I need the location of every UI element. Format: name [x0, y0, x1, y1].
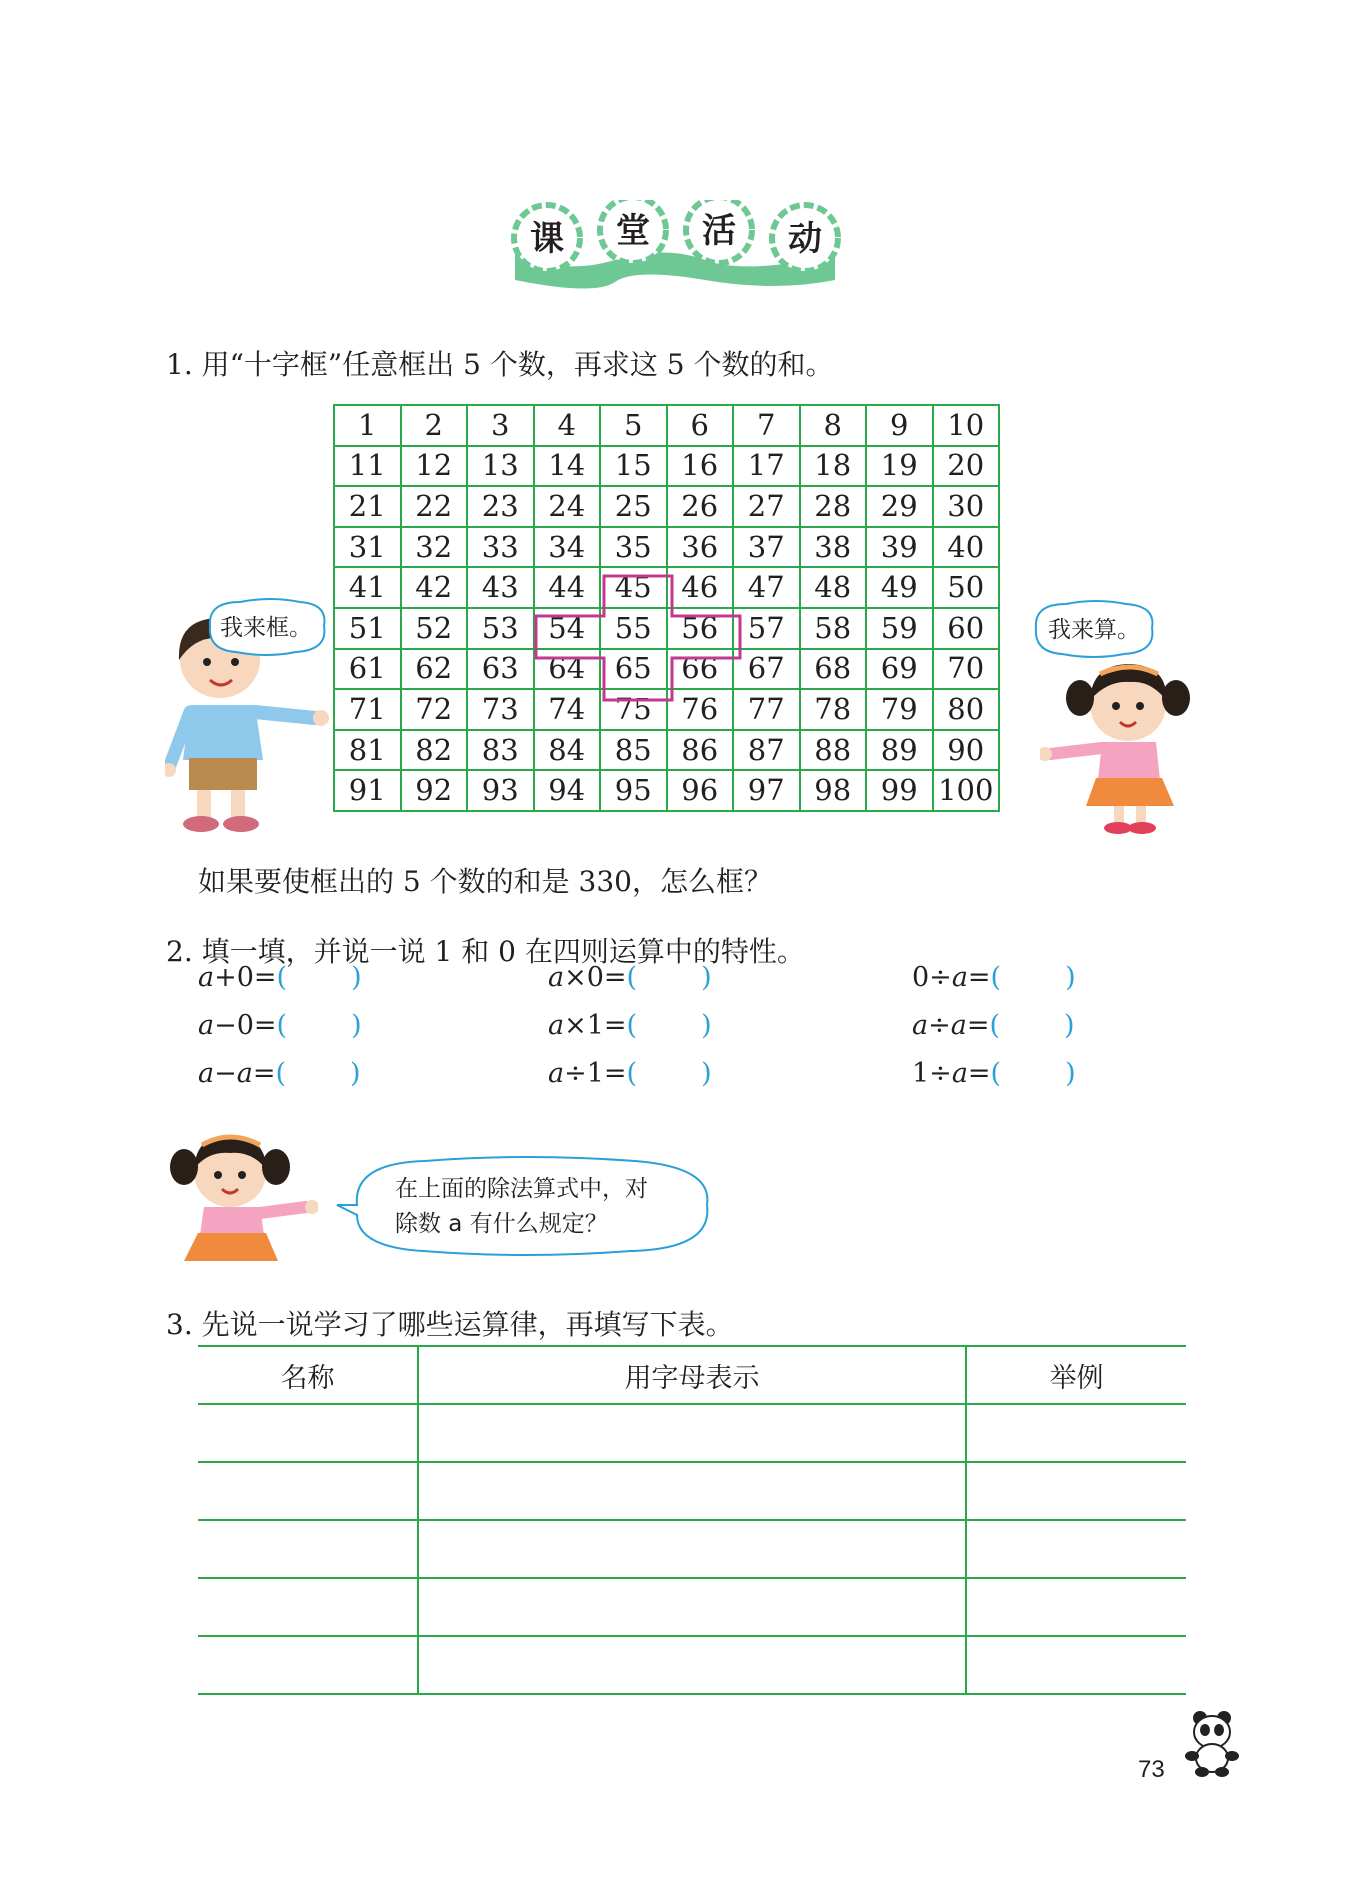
- grid-cell: 54: [534, 608, 601, 649]
- header-example: 举例: [966, 1346, 1186, 1404]
- panda-icon: [1180, 1708, 1242, 1778]
- formula-variable: a: [198, 1010, 215, 1041]
- operation-laws-table: [198, 1345, 1186, 1695]
- grid-cell: 3: [467, 405, 534, 446]
- table-cell[interactable]: [966, 1404, 1186, 1462]
- grid-cell: 44: [534, 567, 601, 608]
- table-cell[interactable]: [418, 1636, 966, 1694]
- grid-cell: 75: [600, 689, 667, 730]
- table-cell[interactable]: [966, 1636, 1186, 1694]
- grid-cell: 70: [933, 649, 1000, 690]
- answer-paren-close: ): [1065, 962, 1076, 993]
- grid-cell: 34: [534, 527, 601, 568]
- answer-paren-open: (: [990, 962, 1002, 993]
- grid-cell: 50: [933, 567, 1000, 608]
- answer-paren-close: ): [350, 1058, 361, 1089]
- grid-cell: 41: [334, 567, 401, 608]
- grid-cell: 72: [401, 689, 468, 730]
- table-cell[interactable]: [418, 1520, 966, 1578]
- table-cell[interactable]: [198, 1404, 418, 1462]
- grid-cell: 2: [401, 405, 468, 446]
- grid-cell: 92: [401, 770, 468, 811]
- grid-cell: 25: [600, 486, 667, 527]
- grid-cell: 13: [467, 446, 534, 487]
- grid-row: [334, 649, 999, 690]
- table-cell[interactable]: [966, 1578, 1186, 1636]
- grid-row: [334, 608, 999, 649]
- grid-row: [334, 689, 999, 730]
- grid-cell: 40: [933, 527, 1000, 568]
- grid-cell: 11: [334, 446, 401, 487]
- grid-cell: 12: [401, 446, 468, 487]
- table-cell[interactable]: [418, 1404, 966, 1462]
- grid-cell: 46: [667, 567, 734, 608]
- formula-operator: =: [967, 962, 991, 993]
- grid-cell: 5: [600, 405, 667, 446]
- svg-text:在上面的除法算式中，对: 在上面的除法算式中，对: [395, 1176, 648, 1202]
- grid-cell: 21: [334, 486, 401, 527]
- grid-cell: 45: [600, 567, 667, 608]
- grid-cell: 73: [467, 689, 534, 730]
- table-cell[interactable]: [198, 1520, 418, 1578]
- grid-cell: 97: [733, 770, 800, 811]
- formula-variable: a: [236, 1058, 253, 1089]
- grid-cell: 82: [401, 730, 468, 771]
- grid-cell: 71: [334, 689, 401, 730]
- grid-cell: 18: [800, 446, 867, 487]
- grid-row: [334, 446, 999, 487]
- grid-cell: 62: [401, 649, 468, 690]
- table-cell[interactable]: [966, 1462, 1186, 1520]
- page-number: 73: [1138, 1756, 1165, 1783]
- grid-cell: 95: [600, 770, 667, 811]
- answer-paren-open: (: [626, 1058, 638, 1089]
- grid-cell: 42: [401, 567, 468, 608]
- formula-operator: −: [214, 1058, 237, 1089]
- grid-cell: 100: [933, 770, 1000, 811]
- grid-cell: 7: [733, 405, 800, 446]
- table-row: [198, 1404, 1186, 1462]
- grid-cell: 39: [866, 527, 933, 568]
- grid-cell: 24: [534, 486, 601, 527]
- table-row: [198, 1636, 1186, 1694]
- grid-cell: 86: [667, 730, 734, 771]
- grid-cell: 80: [933, 689, 1000, 730]
- banner-flower-2: [600, 200, 666, 263]
- grid-cell: 29: [866, 486, 933, 527]
- grid-cell: 9: [866, 405, 933, 446]
- grid-cell: 38: [800, 527, 867, 568]
- grid-cell: 89: [866, 730, 933, 771]
- answer-paren-open: (: [626, 962, 638, 993]
- grid-cell: 35: [600, 527, 667, 568]
- formula-operator: ÷: [928, 1010, 951, 1041]
- grid-cell: 8: [800, 405, 867, 446]
- girl-thinking-icon: [168, 1123, 318, 1268]
- svg-text:堂: 堂: [616, 211, 650, 251]
- answer-paren-close: ): [351, 1010, 362, 1041]
- grid-cell: 26: [667, 486, 734, 527]
- formula-prefix: 1÷: [912, 1058, 952, 1089]
- formula-variable: a: [951, 1058, 968, 1089]
- grid-cell: 27: [733, 486, 800, 527]
- formula-variable: a: [548, 962, 565, 993]
- table-cell[interactable]: [198, 1578, 418, 1636]
- svg-text:我来算。: 我来算。: [1048, 617, 1140, 643]
- formula-operator: =: [966, 1010, 990, 1041]
- grid-cell: 37: [733, 527, 800, 568]
- formula-variable: a: [951, 962, 968, 993]
- grid-cell: 51: [334, 608, 401, 649]
- grid-cell: 17: [733, 446, 800, 487]
- q1-followup: 如果要使框出的 5 个数的和是 330，怎么框？: [198, 865, 772, 898]
- grid-cell: 57: [733, 608, 800, 649]
- grid-cell: 76: [667, 689, 734, 730]
- answer-paren-open: (: [276, 1010, 288, 1041]
- grid-row: [334, 567, 999, 608]
- answer-paren-close: ): [701, 962, 712, 993]
- table-row: [198, 1578, 1186, 1636]
- grid-cell: 64: [534, 649, 601, 690]
- formula-variable: a: [198, 1058, 215, 1089]
- formula-item: [548, 962, 712, 993]
- table-row: [198, 1520, 1186, 1578]
- grid-cell: 47: [733, 567, 800, 608]
- grid-cell: 84: [534, 730, 601, 771]
- grid-cell: 99: [866, 770, 933, 811]
- grid-cell: 98: [800, 770, 867, 811]
- formula-item: [198, 1058, 361, 1089]
- svg-text:我来框。: 我来框。: [220, 615, 312, 641]
- grid-cell: 14: [534, 446, 601, 487]
- grid-row: [334, 486, 999, 527]
- grid-cell: 61: [334, 649, 401, 690]
- grid-cell: 4: [534, 405, 601, 446]
- grid-cell: 49: [866, 567, 933, 608]
- answer-paren-close: ): [701, 1058, 712, 1089]
- formula-variable: a: [912, 1010, 929, 1041]
- formula-item: [198, 962, 362, 993]
- grid-cell: 52: [401, 608, 468, 649]
- banner-flower-1: [514, 205, 580, 271]
- grid-cell: 32: [401, 527, 468, 568]
- grid-cell: 69: [866, 649, 933, 690]
- formula-variable: a: [548, 1058, 565, 1089]
- grid-cell: 31: [334, 527, 401, 568]
- grid-cell: 63: [467, 649, 534, 690]
- answer-paren-open: (: [990, 1058, 1002, 1089]
- girl-speech-bubble: [1026, 598, 1162, 664]
- answer-paren-close: ): [351, 962, 362, 993]
- grid-row: [334, 527, 999, 568]
- svg-text:动: 动: [788, 219, 822, 259]
- formula-operator: +0=: [214, 962, 277, 993]
- formula-variable: a: [198, 962, 215, 993]
- grid-cell: 96: [667, 770, 734, 811]
- girl-character-icon: [1040, 650, 1190, 835]
- grid-cell: 77: [733, 689, 800, 730]
- grid-cell: 78: [800, 689, 867, 730]
- grid-cell: 33: [467, 527, 534, 568]
- formula-item: [912, 1058, 1076, 1089]
- grid-cell: 48: [800, 567, 867, 608]
- grid-cell: 94: [534, 770, 601, 811]
- grid-cell: 10: [933, 405, 1000, 446]
- grid-cell: 16: [667, 446, 734, 487]
- formula-item: [198, 1010, 362, 1041]
- formula-operator: ×0=: [564, 962, 627, 993]
- formula-operator: =: [252, 1058, 276, 1089]
- formula-operator: −0=: [214, 1010, 277, 1041]
- formula-prefix: 0÷: [912, 962, 952, 993]
- grid-cell: 68: [800, 649, 867, 690]
- header-letter-form: 用字母表示: [418, 1346, 966, 1404]
- table-cell[interactable]: [966, 1520, 1186, 1578]
- formula-operator: ÷1=: [564, 1058, 627, 1089]
- grid-cell: 83: [467, 730, 534, 771]
- table-cell[interactable]: [418, 1462, 966, 1520]
- formula-operator: ×1=: [564, 1010, 627, 1041]
- grid-cell: 67: [733, 649, 800, 690]
- formula-variable: a: [950, 1010, 967, 1041]
- grid-row: [334, 405, 999, 446]
- formula-variable: a: [548, 1010, 565, 1041]
- grid-cell: 30: [933, 486, 1000, 527]
- q1-prompt: 1. 用“十字框”任意框出 5 个数，再求这 5 个数的和。: [166, 348, 834, 381]
- svg-text:活: 活: [702, 211, 736, 251]
- grid-cell: 60: [933, 608, 1000, 649]
- grid-cell: 15: [600, 446, 667, 487]
- svg-text:除数 a 有什么规定？: 除数 a 有什么规定？: [395, 1211, 608, 1237]
- grid-cell: 43: [467, 567, 534, 608]
- grid-cell: 88: [800, 730, 867, 771]
- answer-paren-close: ): [701, 1010, 712, 1041]
- activity-banner: [505, 200, 845, 290]
- grid-cell: 79: [866, 689, 933, 730]
- formula-item: [912, 1010, 1075, 1041]
- grid-cell: 55: [600, 608, 667, 649]
- formula-item: [912, 962, 1076, 993]
- table-cell[interactable]: [418, 1578, 966, 1636]
- table-row: [198, 1462, 1186, 1520]
- answer-paren-open: (: [275, 1058, 287, 1089]
- grid-cell: 65: [600, 649, 667, 690]
- grid-cell: 6: [667, 405, 734, 446]
- grid-cell: 20: [933, 446, 1000, 487]
- grid-cell: 23: [467, 486, 534, 527]
- banner-flower-4: [772, 205, 838, 271]
- grid-cell: 81: [334, 730, 401, 771]
- grid-cell: 93: [467, 770, 534, 811]
- boy-speech-bubble: [200, 596, 332, 662]
- header-name: 名称: [198, 1346, 418, 1404]
- formula-item: [548, 1058, 712, 1089]
- grid-cell: 59: [866, 608, 933, 649]
- grid-row: [334, 730, 999, 771]
- answer-paren-open: (: [626, 1010, 638, 1041]
- q3-prompt: 3. 先说一说学习了哪些运算律，再填写下表。: [166, 1308, 734, 1341]
- q2-prompt: 2. 填一填，并说一说 1 和 0 在四则运算中的特性。: [166, 935, 805, 968]
- grid-cell: 36: [667, 527, 734, 568]
- grid-cell: 66: [667, 649, 734, 690]
- grid-cell: 1: [334, 405, 401, 446]
- hundred-grid: [333, 404, 1000, 812]
- formula-operator: =: [967, 1058, 991, 1089]
- svg-text:课: 课: [530, 219, 564, 259]
- grid-cell: 19: [866, 446, 933, 487]
- answer-paren-close: ): [1064, 1010, 1075, 1041]
- table-header-row: [198, 1346, 1186, 1404]
- grid-row: [334, 770, 999, 811]
- table-cell[interactable]: [198, 1636, 418, 1694]
- grid-cell: 87: [733, 730, 800, 771]
- grid-cell: 74: [534, 689, 601, 730]
- grid-cell: 90: [933, 730, 1000, 771]
- grid-cell: 91: [334, 770, 401, 811]
- formula-item: [548, 1010, 712, 1041]
- banner-flower-3: [686, 200, 752, 263]
- grid-cell: 22: [401, 486, 468, 527]
- girl-thinking-bubble: [335, 1153, 725, 1258]
- table-cell[interactable]: [198, 1462, 418, 1520]
- grid-cell: 85: [600, 730, 667, 771]
- grid-cell: 28: [800, 486, 867, 527]
- answer-paren-open: (: [276, 962, 288, 993]
- answer-paren-open: (: [989, 1010, 1001, 1041]
- grid-cell: 58: [800, 608, 867, 649]
- answer-paren-close: ): [1065, 1058, 1076, 1089]
- grid-cell: 56: [667, 608, 734, 649]
- grid-cell: 53: [467, 608, 534, 649]
